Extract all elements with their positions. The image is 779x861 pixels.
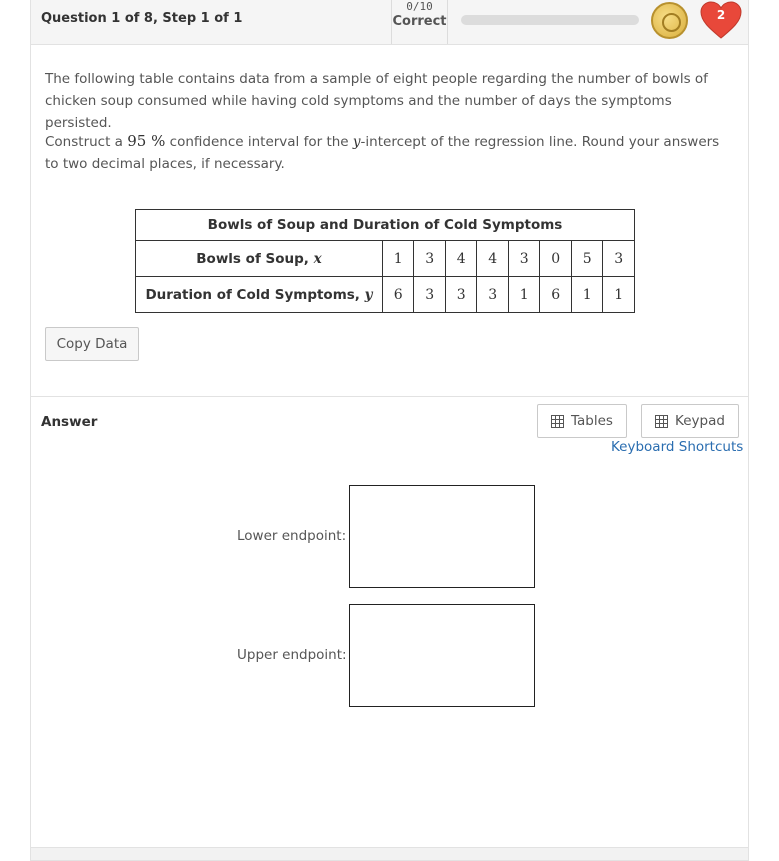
x-value: 5 (571, 241, 603, 277)
lower-endpoint-label: Lower endpoint: (237, 528, 347, 544)
instruction-suffix: -intercept of the regression line. Round your answers to two decimal places, if necessary. (45, 134, 720, 172)
answer-panel (30, 397, 749, 847)
keyboard-shortcuts-link[interactable]: Keyboard Shortcuts (611, 439, 744, 455)
upper-endpoint-label: Upper endpoint: (237, 647, 347, 663)
confidence-level: 95 % (127, 132, 166, 150)
row-label-y (136, 277, 383, 313)
x-value: 4 (477, 241, 509, 277)
y-value: 3 (414, 277, 446, 313)
question-header (30, 0, 749, 45)
y-value: 3 (445, 277, 477, 313)
y-value: 1 (571, 277, 603, 313)
tables-button-label: Tables (571, 413, 613, 429)
table-row-y (136, 277, 635, 313)
y-value: 1 (603, 277, 635, 313)
row-label-x (136, 241, 383, 277)
keypad-button-label: Keypad (675, 413, 725, 429)
y-value: 6 (382, 277, 414, 313)
upper-endpoint-input[interactable] (349, 604, 535, 707)
data-table (135, 209, 635, 313)
table-caption: Bowls of Soup and Duration of Cold Symptoms (136, 210, 635, 241)
y-value: 3 (477, 277, 509, 313)
coin-icon[interactable] (651, 2, 688, 39)
y-variable-row: y (364, 286, 373, 303)
x-variable: x (313, 250, 322, 267)
score-display (391, 0, 448, 44)
question-intro: The following table contains data from a sample of eight people regarding the number of bowls of chicken soup consumed while having cold symptoms and the number of days the symptoms persisted. (45, 71, 708, 131)
x-value: 4 (445, 241, 477, 277)
progress-bar (461, 15, 639, 25)
hearts-count: 2 (716, 8, 726, 22)
x-value: 3 (603, 241, 635, 277)
score-label: Correct (392, 14, 447, 29)
table-row-x (136, 241, 635, 277)
table-grid-icon (551, 415, 564, 428)
y-value: 1 (508, 277, 540, 313)
heart-icon (699, 0, 743, 40)
answer-label: Answer (41, 414, 98, 430)
y-value: 6 (540, 277, 572, 313)
x-value: 0 (540, 241, 572, 277)
instruction-prefix: Construct a (45, 134, 128, 150)
score-value: 0/10 (406, 0, 433, 13)
question-title: Question 1 of 8, Step 1 of 1 (41, 11, 243, 26)
tables-button[interactable] (537, 404, 627, 438)
x-value: 3 (508, 241, 540, 277)
lower-endpoint-input[interactable] (349, 485, 535, 588)
x-value: 1 (382, 241, 414, 277)
row-label-y-text: Duration of Cold Symptoms, (145, 286, 365, 303)
instruction-mid: confidence interval for the (165, 134, 353, 150)
x-value: 3 (414, 241, 446, 277)
question-instruction (45, 130, 735, 175)
question-panel (30, 45, 749, 397)
row-label-x-text: Bowls of Soup, (196, 250, 314, 267)
copy-data-button[interactable]: Copy Data (45, 327, 139, 361)
keypad-grid-icon (655, 415, 668, 428)
y-variable: y (352, 134, 361, 150)
panel-footer (30, 847, 749, 861)
keypad-button[interactable] (641, 404, 739, 438)
